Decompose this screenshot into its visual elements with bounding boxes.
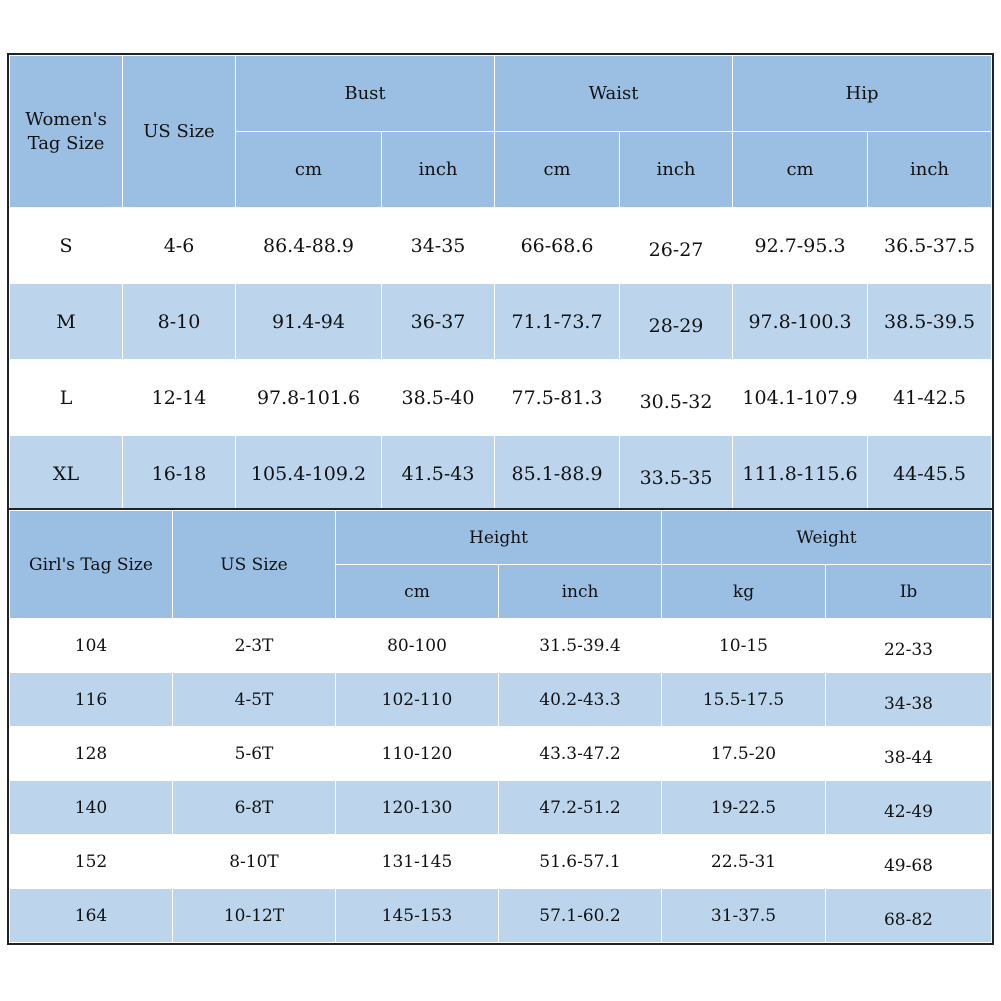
table-cell: 49-68	[826, 835, 992, 889]
table-cell: 97.8-101.6	[236, 360, 382, 436]
table-cell: 97.8-100.3	[733, 284, 868, 360]
weight-header: Weight	[662, 511, 992, 565]
table-cell: 85.1-88.9	[495, 436, 620, 512]
table-cell: XL	[10, 436, 123, 512]
table-cell: 111.8-115.6	[733, 436, 868, 512]
unit-header: inch	[382, 132, 495, 208]
table-cell: 19-22.5	[662, 781, 826, 835]
table-cell: 16-18	[123, 436, 236, 512]
table-cell: 66-68.6	[495, 208, 620, 284]
table-row	[10, 284, 992, 360]
table-cell: 33.5-35	[620, 436, 733, 512]
table-cell: L	[10, 360, 123, 436]
table-cell: 30.5-32	[620, 360, 733, 436]
table-cell: 15.5-17.5	[662, 673, 826, 727]
table-cell: 41.5-43	[382, 436, 495, 512]
table-cell: 104	[10, 619, 173, 673]
table-cell: 104.1-107.9	[733, 360, 868, 436]
table-cell: 31-37.5	[662, 889, 826, 943]
waist-header: Waist	[495, 56, 733, 132]
table-cell: S	[10, 208, 123, 284]
table-cell: 40.2-43.3	[499, 673, 662, 727]
womens-us-size-header: US Size	[123, 56, 236, 208]
table-cell: 8-10	[123, 284, 236, 360]
bust-header: Bust	[236, 56, 495, 132]
table-row	[10, 727, 992, 781]
unit-header: cm	[733, 132, 868, 208]
table-cell: 38.5-39.5	[868, 284, 992, 360]
table-row	[10, 781, 992, 835]
table-cell: 145-153	[336, 889, 499, 943]
unit-header: kg	[662, 565, 826, 619]
girls-us-size-header: US Size	[173, 511, 336, 619]
unit-header: cm	[495, 132, 620, 208]
table-cell: 68-82	[826, 889, 992, 943]
table-cell: 4-5T	[173, 673, 336, 727]
table-cell: 116	[10, 673, 173, 727]
table-cell: 22-33	[826, 619, 992, 673]
unit-header: cm	[236, 132, 382, 208]
table-cell: 12-14	[123, 360, 236, 436]
table-cell: 5-6T	[173, 727, 336, 781]
table-cell: 22.5-31	[662, 835, 826, 889]
table-cell: 80-100	[336, 619, 499, 673]
table-cell: 34-38	[826, 673, 992, 727]
table-cell: 44-45.5	[868, 436, 992, 512]
table-cell: 57.1-60.2	[499, 889, 662, 943]
girls-size-table	[9, 510, 992, 943]
table-cell: 110-120	[336, 727, 499, 781]
table-cell: 43.3-47.2	[499, 727, 662, 781]
unit-header: inch	[620, 132, 733, 208]
table-cell: 34-35	[382, 208, 495, 284]
table-cell: 86.4-88.9	[236, 208, 382, 284]
table-cell: 164	[10, 889, 173, 943]
table-cell: 47.2-51.2	[499, 781, 662, 835]
table-cell: 17.5-20	[662, 727, 826, 781]
table-cell: 26-27	[620, 208, 733, 284]
table-cell: 102-110	[336, 673, 499, 727]
table-cell: 4-6	[123, 208, 236, 284]
unit-header: inch	[868, 132, 992, 208]
table-cell: 10-12T	[173, 889, 336, 943]
table-cell: 120-130	[336, 781, 499, 835]
table-cell: M	[10, 284, 123, 360]
table-cell: 105.4-109.2	[236, 436, 382, 512]
table-cell: 38.5-40	[382, 360, 495, 436]
table-cell: 92.7-95.3	[733, 208, 868, 284]
hip-header: Hip	[733, 56, 992, 132]
table-row	[10, 889, 992, 943]
table-cell: 36.5-37.5	[868, 208, 992, 284]
womens-tag-size-header: Women's Tag Size	[10, 56, 123, 208]
unit-header: inch	[499, 565, 662, 619]
table-cell: 140	[10, 781, 173, 835]
womens-size-table	[9, 55, 992, 512]
table-cell: 36-37	[382, 284, 495, 360]
table-cell: 41-42.5	[868, 360, 992, 436]
table-row	[10, 835, 992, 889]
table-cell: 42-49	[826, 781, 992, 835]
unit-header: Ib	[826, 565, 992, 619]
table-cell: 2-3T	[173, 619, 336, 673]
table-cell: 51.6-57.1	[499, 835, 662, 889]
table-cell: 28-29	[620, 284, 733, 360]
table-cell: 38-44	[826, 727, 992, 781]
table-cell: 8-10T	[173, 835, 336, 889]
table-row	[10, 673, 992, 727]
table-cell: 31.5-39.4	[499, 619, 662, 673]
table-cell: 10-15	[662, 619, 826, 673]
unit-header: cm	[336, 565, 499, 619]
table-cell: 152	[10, 835, 173, 889]
table-row	[10, 208, 992, 284]
table-row	[10, 619, 992, 673]
table-cell: 77.5-81.3	[495, 360, 620, 436]
table-cell: 128	[10, 727, 173, 781]
table-cell: 91.4-94	[236, 284, 382, 360]
height-header: Height	[336, 511, 662, 565]
table-cell: 6-8T	[173, 781, 336, 835]
table-cell: 71.1-73.7	[495, 284, 620, 360]
table-row	[10, 436, 992, 512]
girls-tag-size-header: Girl's Tag Size	[10, 511, 173, 619]
table-cell: 131-145	[336, 835, 499, 889]
table-row	[10, 360, 992, 436]
